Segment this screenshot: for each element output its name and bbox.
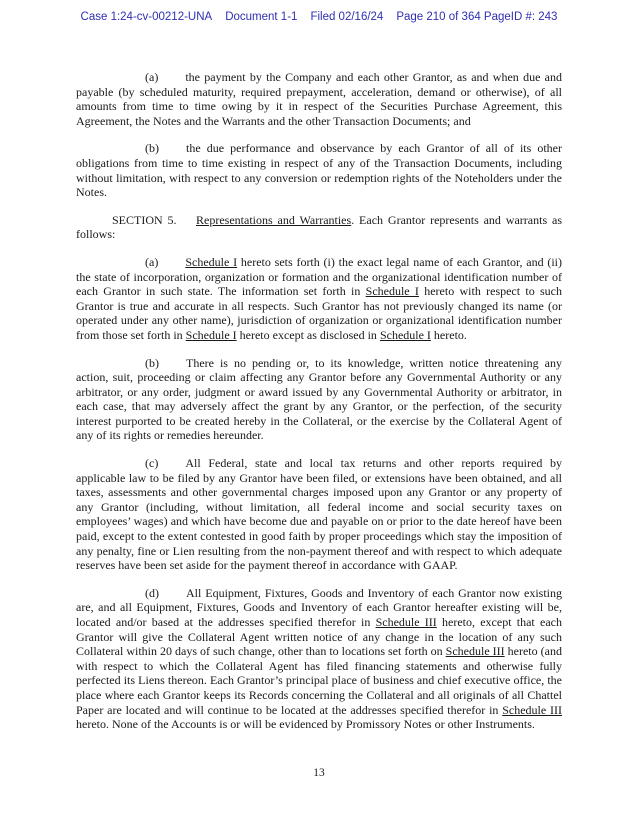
paragraph-label: (c) [145,456,159,471]
underlined-text: Schedule III [375,615,437,629]
paragraph-label: (d) [145,585,159,600]
text-run: hereto, except that each Grantor will give the Collateral Agent written notice of any change in the location of any such Collateral within 20 days of such change, other than to locations set forth on [76,615,562,659]
underlined-text: Schedule I [185,327,237,342]
text-run: hereto with respect to such Grantor is true and accurate in all respects. Such Grantor has not previously changed its name (or operated under any other name), jurisdiction of organization or organizational identification number from those set forth in [76,284,563,342]
text-run: hereto (and with respect to which the Collateral Agent has filed financing statements and otherwise fully perfected its Liens thereon. Each Grantor’s principal place of business and chief executive office, the place where each Grantor keeps its Records concerning the Collateral and all originals of all Chattel Paper are located and will continue to be located at the addresses specified therefor in [76,644,562,717]
underlined-text: Schedule I [365,284,419,299]
page-number: 13 [313,767,325,779]
paragraph-label: (b) [145,355,159,370]
document-number: Document 1-1 [225,11,298,23]
text-run: the due performance and observance by each Grantor of all of its other obligations from time to time existing in respect of any of the Transaction Documents, including without limitation, with respect to any conversion or redemption rights of the Noteholders under the Notes. [76,141,562,200]
text-run: SECTION 5. [112,212,197,227]
text-run: the payment by the Company and each other Grantor, as and when due and payable (by scheduled maturity, required prepayment, acceleration, demand or otherwise), of all amounts from time to time owing by it in respect of the Securities Purchase Agreement, this Agreement, the Notes and the Warrants and the other Transaction Documents; and [76,70,562,128]
paragraph [76,70,562,128]
underlined-text: Schedule III [445,644,505,659]
document-body [76,70,562,745]
text-run: There is no pending or, to its knowledge, written notice threatening any action, suit, proceeding or claim affecting any Grantor before any Governmental Authority or any arbitrator, or any order, judgment or award issued by any Governmental Authority or arbitrator, in each case, that may adversely affect the grant by any Grantor, or the perfection, of the security interest purported to be created hereby in the Collateral, or the exercise by the Collateral Agent of any of its rights or remedies hereunder. [76,355,562,443]
paragraph [76,586,562,732]
paragraph-text [76,213,562,242]
text-run: All Federal, state and local tax returns and other reports required by applicable law to be filed by any Grantor have been filed, or extensions have been obtained, and all taxes, assessments and other governmental charges imposed upon any Grantor or any property of any Grantor (including, without limitation, all federal income and social security taxes on employees’ wages) and which have become due and payable on or prior to the date hereof have been paid, except to the extent contested in good faith by proper proceedings which stay the imposition of any penalty, fine or Lien resulting from the non-payment thereof and with respect to which adequate reserves have been set aside for the payment thereof in accordance with GAAP. [76,456,562,573]
paragraph [76,141,562,199]
underlined-text: Schedule III [502,702,562,717]
filed-date: Filed 02/16/24 [310,11,384,23]
text-run: hereto except as disclosed in [236,327,380,342]
text-run: . Each Grantor represents and warrants as follows: [76,212,562,242]
case-header [0,11,638,23]
paragraph-label: (a) [145,70,159,84]
page-id: Page 210 of 364 PageID #: 243 [396,11,558,23]
paragraph [76,456,562,573]
text-run: hereto sets forth (i) the exact legal name of each Grantor, and (ii) the state of incorporation, organization or formation and the organizational identification number of each Grantor in such state. The information set forth in [76,254,563,299]
underlined-text: Schedule I [185,254,238,269]
underlined-text: Schedule I [379,327,431,342]
paragraph [76,255,562,343]
underlined-text: Representations and Warranties [196,212,352,227]
text-run: hereto. [430,327,467,342]
text-run: hereto. None of the Accounts is or will be evidenced by Promissory Notes or other Instruments. [76,717,535,732]
paragraph-text [76,586,562,731]
paragraph-label: (a) [145,254,159,269]
paragraph [76,356,562,444]
paragraph-text [76,456,562,572]
paragraph [76,213,562,242]
case-number: Case 1:24-cv-00212-UNA [80,11,213,23]
text-run: All Equipment, Fixtures, Goods and Inventory of each Grantor now existing are, and all Equipment, Fixtures, Goods and Inventory of each Grantor hereafter existing will be, located and/or based at the addresses specified therefor in [76,585,562,629]
paragraph-label: (b) [145,141,159,156]
